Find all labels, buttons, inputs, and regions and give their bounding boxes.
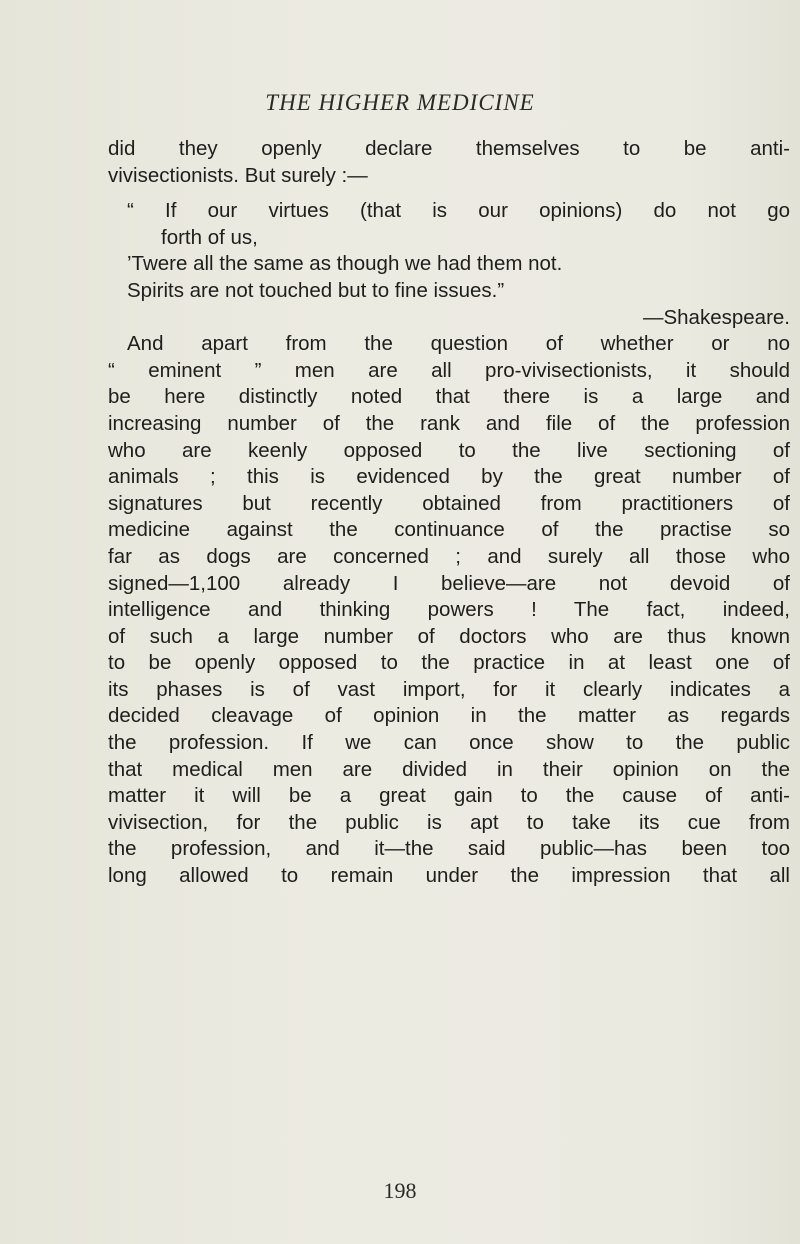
text-line-content: signed—1,100 already I believe—are not devoid of bbox=[108, 571, 790, 595]
text-line-content: vivisectionists. But surely :— bbox=[108, 163, 368, 187]
text-line bbox=[0, 411, 800, 438]
quote-line-content: forth of us, bbox=[161, 225, 258, 249]
text-line bbox=[0, 730, 800, 757]
quote-line bbox=[0, 251, 800, 278]
text-line-content: the profession. If we can once show to the public bbox=[108, 731, 790, 755]
text-line-content: matter it will be a great gain to the cause of anti- bbox=[108, 784, 790, 808]
quote-line-content: Spirits are not touched but to fine issues.” bbox=[127, 278, 505, 302]
text-line bbox=[0, 810, 800, 837]
quote-line bbox=[0, 198, 800, 225]
text-line bbox=[0, 331, 800, 358]
text-line-content: to be openly opposed to the practice in at least one of bbox=[108, 651, 790, 675]
text-line bbox=[0, 544, 800, 571]
text-line-content: vivisection, for the public is apt to take its cue from bbox=[108, 810, 790, 834]
quote-line-content: “ If our virtues (that is our opinions) do not go bbox=[127, 199, 790, 223]
text-line-content: that medical men are divided in their opinion on the bbox=[108, 757, 790, 781]
quote-attribution bbox=[0, 305, 800, 332]
text-line-content: long allowed to remain under the impression that all bbox=[108, 864, 790, 888]
text-line bbox=[0, 677, 800, 704]
text-line bbox=[0, 783, 800, 810]
text-line bbox=[0, 757, 800, 784]
text-line-content: be here distinctly noted that there is a large and bbox=[108, 385, 790, 409]
text-line-content: intelligence and thinking powers ! The fact, indeed, bbox=[108, 598, 790, 622]
quote-attribution-text: —Shakespeare. bbox=[642, 305, 790, 329]
text-line-content: medicine against the continuance of the practise so bbox=[108, 518, 790, 542]
body-text bbox=[0, 136, 800, 890]
text-line bbox=[0, 624, 800, 651]
text-line bbox=[0, 464, 800, 491]
text-line bbox=[0, 836, 800, 863]
text-line-content: its phases is of vast import, for it clearly indicates a bbox=[108, 677, 790, 701]
text-line bbox=[0, 136, 800, 163]
text-line-content: increasing number of the rank and file of the profession bbox=[108, 411, 790, 435]
text-line bbox=[0, 703, 800, 730]
quote-line-content: ’Twere all the same as though we had them not. bbox=[127, 252, 563, 276]
text-line-content: And apart from the question of whether or no bbox=[127, 332, 790, 356]
text-line bbox=[0, 438, 800, 465]
text-line-content: “ eminent ” men are all pro-vivisectionists, it should bbox=[108, 358, 790, 382]
text-line-content: signatures but recently obtained from practitioners of bbox=[108, 491, 790, 515]
text-line bbox=[0, 358, 800, 385]
text-line-content: far as dogs are concerned ; and surely all those who bbox=[108, 544, 790, 568]
text-line bbox=[0, 571, 800, 598]
running-head: THE HIGHER MEDICINE bbox=[265, 90, 535, 115]
text-line bbox=[0, 650, 800, 677]
text-line bbox=[0, 163, 800, 190]
text-line-content: animals ; this is evidenced by the great number of bbox=[108, 465, 790, 489]
text-line-content: who are keenly opposed to the live sectioning of bbox=[108, 438, 790, 462]
quote-line bbox=[0, 278, 800, 305]
text-line bbox=[0, 517, 800, 544]
text-line bbox=[0, 597, 800, 624]
text-line-content: the profession, and it—the said public—has been too bbox=[108, 837, 790, 861]
text-line bbox=[0, 491, 800, 518]
text-line bbox=[0, 863, 800, 890]
text-line-content: did they openly declare themselves to be anti- bbox=[108, 137, 790, 160]
text-line bbox=[0, 384, 800, 411]
text-line-content: of such a large number of doctors who are thus known bbox=[108, 624, 790, 648]
text-line-content: decided cleavage of opinion in the matter as regards bbox=[108, 704, 790, 728]
spacer bbox=[0, 189, 800, 198]
page-number: 198 bbox=[383, 1178, 417, 1203]
quote-line bbox=[0, 225, 800, 252]
